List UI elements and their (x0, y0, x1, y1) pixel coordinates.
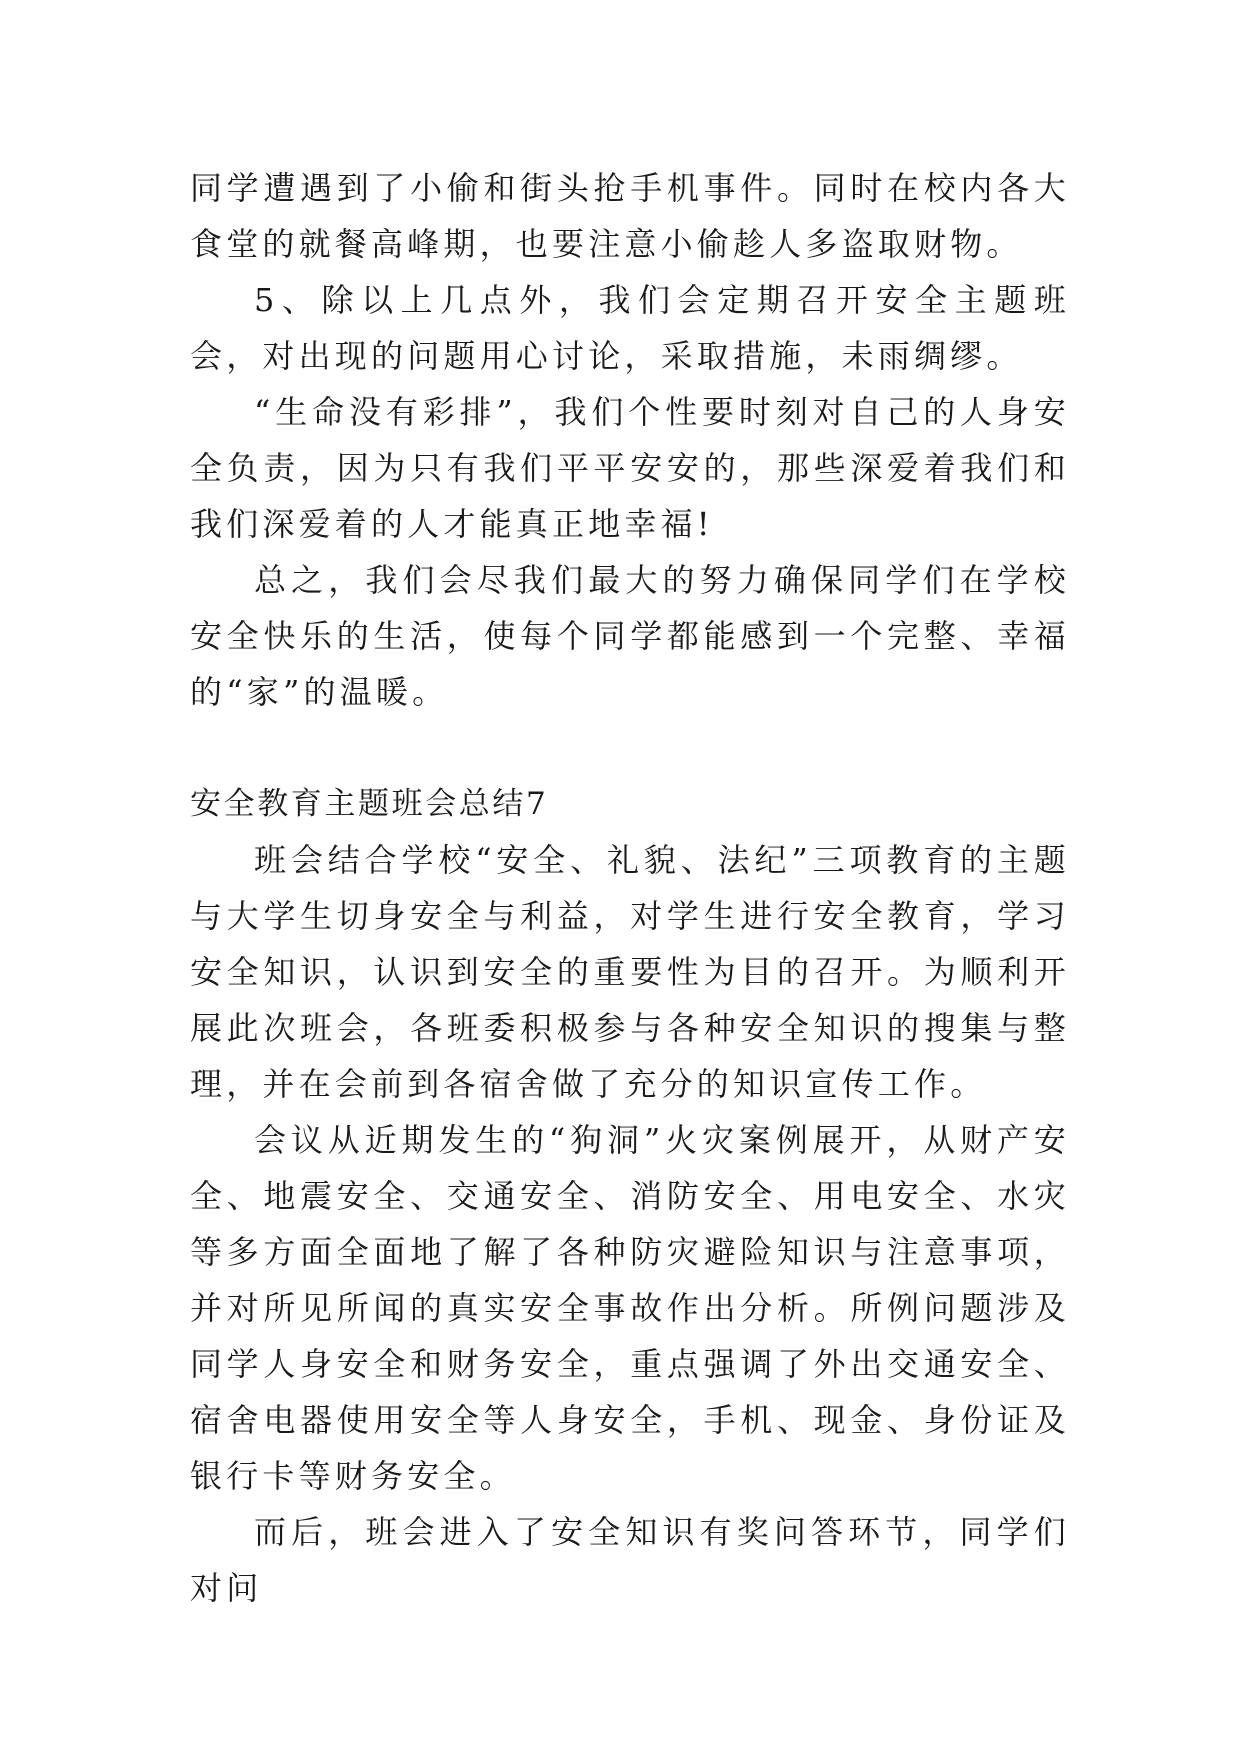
paragraph-intro: 班会结合学校“安全、礼貌、法纪”三项教育的主题与大学生切身安全与利益，对学生进行安全教育，学习安全知识，认识到安全的重要性为目的召开。为顺利开展此次班会，各班委积极参与各种安全知识的搜集与整理，并在会前到各宿舍做了充分的知识宣传工作。 (190, 841, 1070, 1103)
paragraph-continued: 同学遭遇到了小偷和街头抢手机事件。同时在校内各大食堂的就餐高峰期，也要注意小偷趁人多盗取财物。 (190, 169, 1070, 263)
paragraph-quiz: 而后，班会进入了安全知识有奖问答环节，同学们对问 (190, 1513, 1070, 1607)
paragraph-quote: “生命没有彩排”，我们个性要时刻对自己的人身安全负责，因为只有我们平平安安的，那些深爱着我们和我们深爱着的人才能真正地幸福! (190, 393, 1070, 543)
paragraph-meeting: 会议从近期发生的“狗洞”火灾案例展开，从财产安全、地震安全、交通安全、消防安全、用电安全、水灾等多方面全面地了解了各种防灾避险知识与注意事项，并对所见所闻的真实安全事故作出分析。所例问题涉及同学人身安全和财务安全，重点强调了外出交通安全、宿舍电器使用安全等人身安全，手机、现金、身份证及银行卡等财务安全。 (190, 1121, 1070, 1495)
paragraph-conclusion: 总之，我们会尽我们最大的努力确保同学们在学校安全快乐的生活，使每个同学都能感到一个完整、幸福的“家”的温暖。 (190, 561, 1070, 711)
document-body (190, 160, 1070, 1616)
paragraph-item-5: 5、除以上几点外，我们会定期召开安全主题班会，对出现的问题用心讨论，采取措施，未雨绸缪。 (190, 281, 1070, 375)
section-spacer (190, 720, 1070, 776)
section-heading: 安全教育主题班会总结7 (190, 786, 549, 822)
